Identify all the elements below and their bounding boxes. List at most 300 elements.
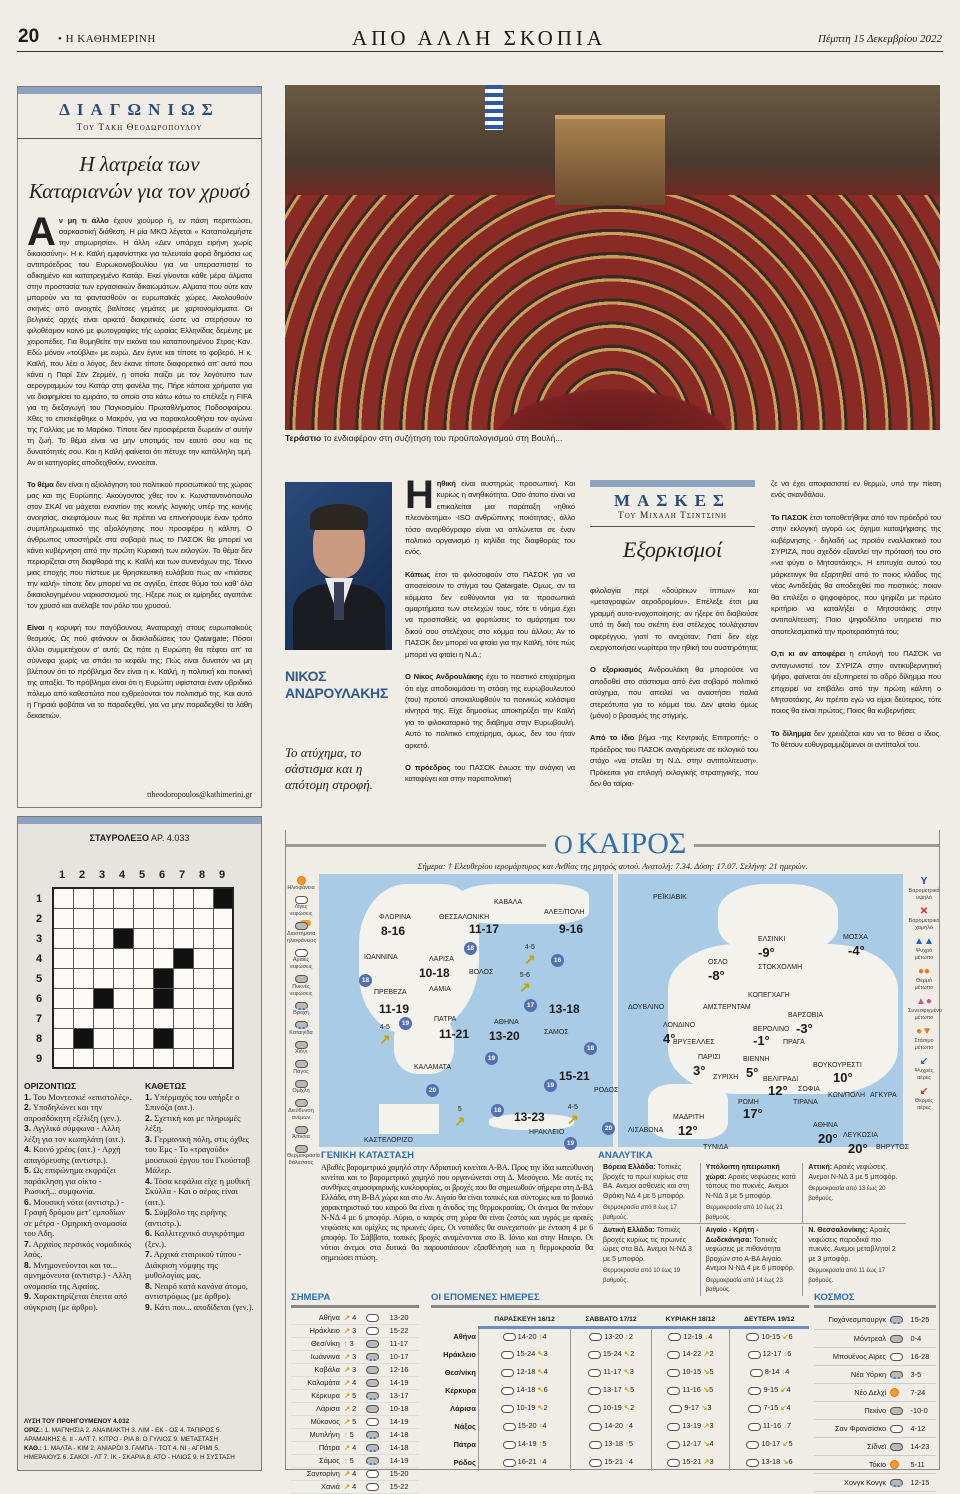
crossword-cell[interactable] (173, 1008, 193, 1028)
crossword-cell[interactable] (73, 1028, 93, 1048)
forecast-cell (651, 1327, 729, 1345)
crossword-cell[interactable] (73, 948, 93, 968)
map-city-label: ΛΑΡΙΣΑ (429, 956, 454, 963)
column-number: 3 (98, 869, 106, 881)
dense-clouds-icon (890, 1443, 903, 1451)
left-legend (287, 876, 320, 1171)
map-city-label: ΑΘΗΝΑ (813, 1122, 838, 1129)
wind-cell (342, 1350, 364, 1363)
map-temperature: -1° (753, 1033, 770, 1048)
map-city-label: ΚΑΒΑΛΑ (494, 899, 523, 906)
legend-label: Διαστήματα ηλιοφάνειας (287, 930, 317, 944)
temperature: 5-11 (910, 1459, 925, 1469)
wind-force: 3 (352, 1365, 357, 1374)
few-clouds-icon (748, 1351, 761, 1359)
few-clouds-icon (501, 1405, 514, 1413)
city-name: Κέρκυρα (311, 1391, 340, 1400)
crossword-cell[interactable] (153, 948, 173, 968)
wind-force: 3 (352, 1326, 357, 1335)
crossword-cell[interactable] (113, 888, 133, 908)
crossword-cell[interactable] (93, 928, 113, 948)
map-temperature: 3° (693, 1063, 706, 1078)
icon-cell (364, 1350, 387, 1363)
clue-number: 6. (24, 1196, 32, 1207)
analytic-item (701, 1226, 804, 1296)
map-city-label: ΑΜΣΤΕΡΝΤΑΜ (703, 1004, 751, 1011)
wind-cell (342, 1480, 364, 1493)
crossword-cell[interactable] (73, 1048, 93, 1068)
clue-number: 8. (145, 1280, 153, 1291)
greece-map (319, 874, 619, 1147)
legend-item (287, 1041, 315, 1056)
crossword-cell[interactable] (53, 988, 73, 1008)
wind-direction-icon: ↗ (343, 1326, 351, 1335)
crossword-cell[interactable] (73, 1008, 93, 1028)
stationary-front-icon: ●▼ (916, 1026, 932, 1037)
wind-force: 4 (785, 1367, 790, 1377)
column-number: 9 (218, 869, 226, 881)
fog-icon (295, 1080, 308, 1088)
temperature: 14-18 (389, 1443, 409, 1452)
map-temperature: 13-23 (514, 1110, 545, 1124)
lead-in: Είναι (27, 623, 45, 632)
clue-text: Αγγλικό σύμφωνο - Αλλη λέξη για τον κωπηλάτη (αιτ.). (24, 1123, 126, 1144)
few-clouds-icon (669, 1405, 682, 1413)
temperature: 15-24 (516, 1349, 536, 1359)
clue-text: Αρχικά εταιρικού τύπου - Διάκριση νύμφης της μυθολογίας μας. (145, 1249, 242, 1280)
crossword-cell[interactable] (113, 928, 133, 948)
legend-label: Ομίχλη (292, 1088, 310, 1095)
map-city-label: ΡΩΜΗ (738, 1099, 759, 1106)
crossword-cell[interactable] (93, 948, 113, 968)
few-clouds-icon (501, 1351, 514, 1359)
table-row (814, 1473, 936, 1491)
clue-item (24, 1197, 135, 1239)
crossword-cell[interactable] (173, 908, 193, 928)
icon-cell (364, 1389, 387, 1402)
forecast-cell (651, 1453, 729, 1471)
crossword-cell[interactable] (173, 888, 193, 908)
city-name: Σαν Φρανσίσκο (834, 1423, 887, 1433)
crossword-cell[interactable] (133, 888, 153, 908)
crossword-cell[interactable] (113, 968, 133, 988)
forecast-cell (478, 1417, 570, 1435)
map-city-label: ΟΣΛΟ (708, 959, 728, 966)
crossword-cell[interactable] (153, 908, 173, 928)
map-city-label: ΛΕΥΚΩΣΙΑ (843, 1132, 878, 1139)
wind-direction-icon: ↗ (343, 1404, 351, 1413)
crossword-cell[interactable] (173, 948, 193, 968)
clue-item (145, 1281, 256, 1302)
caption-lead: Τεράστιο (285, 433, 322, 443)
author-email[interactable]: ttheodoropoulos@kathimerini.gr (147, 790, 252, 799)
region-forecast: Τοπικές νεφώσεις με πιθανότητα βροχών στο Α-ΒΑ Αιγαίο. Ανεμοι Ν-ΝΔ 4 με 6 μποφόρ. (705, 1236, 795, 1272)
crossword-cell[interactable] (73, 888, 93, 908)
crossword-cell[interactable] (93, 1048, 113, 1068)
crossword-cell[interactable] (93, 908, 113, 928)
temperature: 12-19 (683, 1332, 703, 1342)
map-city-label: ΖΥΡΙΧΗ (713, 1074, 739, 1081)
crossword-cell[interactable] (213, 1048, 233, 1068)
crossword-cell[interactable] (193, 968, 213, 988)
legend-label: Ψυχρές αέρες (914, 1068, 934, 1081)
wind-direction-icon: ↓ (783, 1421, 788, 1431)
city-name: Γιοχάνεσμπουργκ (828, 1315, 887, 1325)
wind-direction-icon: ↑ (538, 1332, 543, 1342)
temperature: 10-17 (389, 1352, 409, 1361)
section-title: ΑΠΟ ΑΛΛΗ ΣΚΟΠΙΑ (352, 26, 607, 50)
temperature: 15-21 (682, 1457, 702, 1467)
crossword-cell[interactable] (73, 968, 93, 988)
lead-in: Το δίλημμα (771, 728, 811, 738)
temperature: 12-18 (516, 1367, 536, 1377)
temperature: 16-21 (517, 1457, 537, 1467)
icon-cell (888, 1473, 908, 1491)
wind-force: 3 (709, 1421, 714, 1431)
temperature: -10-0 (910, 1405, 928, 1415)
crossword-cell[interactable] (193, 988, 213, 1008)
solution-down: 1. ΜΑΛΤΑ - ΚΙΜ 2. ΑΝΙΑΡΟΙ 3. ΓΑΜΠΑ - ΤΟΤ 4. ΝΙ - ΑΓΡΙΜΙ 5. ΗΜΕΡΑΙΟΥΣ 6. ΣΑΚΟΙ - ΛΤ 7. ΙΚ - ΣΚΑΡΙΑ 8. ΑΤΟ - ΗΛΙΟΣ 9. Η ΣΥΣΤΑΣΗ (24, 1445, 235, 1461)
crossword-cell[interactable] (53, 968, 73, 988)
map-city-label: ΑΓΚΥΡΑ (870, 1092, 897, 1099)
icon-cell (888, 1401, 908, 1419)
world-rows (814, 1311, 936, 1492)
drop-cap: Α (27, 210, 56, 254)
paragraph: η επιλογή του ΠΑΣΟΚ να ανταγωνιστεί τον ΣΥΡΙΖΑ στην αντικυβερνητική ψήφο, φαίνεται ότι εξυπηρετεί το αδρό δίλημμα που επιχειρεί να επιβάλει από την πρώτη κάλπη ο Μητσοτάκης. Αν πρέπει εγώ να είμαι δεύτερος, τότε ποιος θα είναι πρώτος; Ποιος θα κυβερνήσει; (771, 649, 941, 716)
forecast-cell (651, 1363, 729, 1381)
map-temperature: -9° (758, 945, 775, 960)
crossword-cell[interactable] (113, 988, 133, 1008)
wind-cell (342, 1337, 364, 1350)
forecast-cell (651, 1417, 729, 1435)
wind-direction-icon: ↑ (343, 1456, 348, 1465)
column-number: 5 (138, 869, 146, 881)
crossword-cell[interactable] (213, 948, 233, 968)
map-city-label: ΚΑΣΤΕΛΟΡΙΖΟ (364, 1137, 413, 1144)
temperature: 10-18 (389, 1404, 409, 1413)
map-temperature: 12° (768, 1083, 788, 1098)
region-temperature: Θερμοκρασία από 13 έως 20 βαθμούς. (808, 1186, 886, 1202)
crossword-cell[interactable] (73, 908, 93, 928)
temperature: 13-18 (761, 1457, 781, 1467)
wind-force: 6 (543, 1385, 548, 1395)
icon-cell (364, 1402, 387, 1415)
sea-temperature: 19 (485, 1052, 498, 1065)
crossword-cell[interactable] (153, 1048, 173, 1068)
wind-force: 2 (628, 1332, 633, 1342)
table-row (431, 1453, 809, 1471)
few-clouds-icon (503, 1441, 516, 1449)
solution-across: 1. ΜΑΓΝΗΣΙΑ 2. ΑΝΑΙΜΑΚΤΗ 3. ΛΙΜ - ΕΚ - ΟΣ 4. ΤΑΠΙΡΟΣ 5. ΑΡΑΜΑΙΚΗΣ 6. ΙΙ - ΑΛΤ 7. ΚΙΤΡΟ - ΡΙΑ 8. Ο ΓΥΛΙΟΣ 9. ΜΕΤΑΣΤΑΣΗ (24, 1427, 222, 1443)
paragraph: φιλολογία περί «δούρειων ίππων» και «μεταγραφών αεροδρομίου». Επέλεξε έτσι μια γραμμή αυτο-ενοχοποίησης: αν ήξερε ότι διαβιούσε υπό τη δική του σκέπη ένα στέλεχος τουλάχιστον αφερέγγυο, γιατί το ανεχόταν; Γιατί δεν είχε ενεργοποιήσει νωρίτερα την ηθική του αυστηρότητα; (590, 586, 758, 653)
city-name: Νέο Δελχί (854, 1387, 887, 1397)
map-temperature: 10° (833, 1070, 853, 1085)
clue-item (24, 1123, 135, 1144)
temperature: 9-15 (763, 1385, 779, 1395)
few-clouds-icon (890, 1353, 903, 1361)
crossword-cell[interactable] (133, 1028, 153, 1048)
wind-direction-icon: ↑ (343, 1339, 348, 1348)
wind-force: 3 (543, 1349, 548, 1359)
day-header: ΔΕΥΤΕΡΑ 19/12 (730, 1314, 810, 1327)
maskes-col-3 (771, 478, 941, 810)
crossword-cell[interactable] (213, 1028, 233, 1048)
wind-direction-icon: ↘ (703, 1439, 710, 1449)
few-clouds-icon (588, 1387, 601, 1395)
city-name: Ηράκλειο (309, 1326, 340, 1335)
region-name: Βόρεια Ελλάδα: (603, 1164, 656, 1171)
crossword-cell[interactable] (133, 948, 153, 968)
region-temperature: Θερμοκρασία από 10 έως 21 βαθμούς. (705, 1205, 783, 1221)
next-days-rows (431, 1314, 809, 1471)
crossword-cell[interactable] (53, 1028, 73, 1048)
wind-direction-icon: ↗ (343, 1378, 351, 1387)
wind-direction-icon: ↑ (538, 1457, 543, 1467)
crossword-cell[interactable] (93, 1008, 113, 1028)
legend-item (908, 996, 940, 1022)
crossword-cell[interactable] (213, 908, 233, 928)
temperature: 13-17 (389, 1391, 409, 1400)
table-row (814, 1311, 936, 1329)
region-name: Αιγαίο - Κρήτη - Δωδεκάνησα: (705, 1227, 759, 1244)
forecast-cell (478, 1363, 570, 1381)
temperature: 11-16 (762, 1421, 782, 1431)
crossword-cell[interactable] (213, 928, 233, 948)
crossword-cell[interactable] (213, 968, 233, 988)
icon-cell (888, 1311, 908, 1329)
crossword-cell[interactable] (193, 1028, 213, 1048)
crossword-cell[interactable] (193, 928, 213, 948)
city-name: Θεσ/νίκη (444, 1367, 476, 1377)
legend-item (287, 949, 315, 971)
previous-solution (24, 1417, 256, 1462)
wind-force: 2 (352, 1404, 357, 1413)
crossword-cell[interactable] (173, 1028, 193, 1048)
crossword-cell[interactable] (93, 988, 113, 1008)
temperature: 14-18 (389, 1430, 409, 1439)
crossword-cell[interactable] (113, 908, 133, 928)
clue-item (24, 1102, 135, 1123)
map-temperature: 8-16 (381, 924, 406, 938)
map-temperature: 11-21 (439, 1027, 470, 1041)
legend-label: Θερμές αέρες (914, 1098, 934, 1111)
crossword-cell[interactable] (53, 888, 73, 908)
map-city-label: ΛΙΣΑΒΩΝΑ (628, 1127, 664, 1134)
sea-temperature: 19 (399, 1017, 412, 1030)
crossword-cell[interactable] (193, 948, 213, 968)
temperature: 14-19 (389, 1378, 409, 1387)
crossword-cell[interactable] (213, 1008, 233, 1028)
crossword-cell[interactable] (73, 988, 93, 1008)
rain-icon (366, 1392, 379, 1400)
crossword-cell[interactable] (133, 988, 153, 1008)
crossword-cell[interactable] (173, 1048, 193, 1068)
crossword-cell[interactable] (133, 1008, 153, 1028)
wind-direction-icon: ↑ (625, 1457, 629, 1467)
forecast-cell (478, 1381, 570, 1399)
forecast-cell (651, 1399, 729, 1417)
crossword-cell[interactable] (53, 948, 73, 968)
column-title: ΜΑΣΚΕΣ (613, 491, 732, 510)
map-city-label: ΦΛΩΡΙΝΑ (379, 914, 411, 921)
temperature: 15-22 (389, 1326, 409, 1335)
sea-temp-icon (295, 1145, 308, 1153)
solution-label: ΚΑΘ.: (24, 1445, 42, 1452)
forecast-cell (730, 1453, 810, 1471)
temperature: 12-17 (682, 1439, 702, 1449)
clue-number: 4. (145, 1175, 153, 1186)
wind-cell (342, 1402, 364, 1415)
column-bar (18, 817, 261, 824)
map-city-label: ΜΟΣΧΑ (843, 934, 868, 941)
crossword-cell[interactable] (133, 928, 153, 948)
forecast-cell (571, 1327, 652, 1345)
few-clouds-icon (503, 1459, 516, 1467)
clue-item (24, 1239, 135, 1260)
region-name: Δυτική Ελλάδα: (603, 1227, 655, 1234)
day-header: ΠΑΡΑΣΚΕΥΗ 16/12 (478, 1314, 570, 1327)
crossword-cell[interactable] (193, 1008, 213, 1028)
lead-in: Το θέμα (27, 480, 54, 489)
map-city-label: ΕΛΣΙΝΚΙ (758, 936, 786, 943)
legend-label: Θερμό μέτωπο (914, 978, 934, 991)
today-title: ΣΗΜΕΡΑ (291, 1292, 419, 1308)
map-city-label: ΒΡΥΞΕΛΛΕΣ (673, 1039, 715, 1046)
crossword-cell[interactable] (133, 908, 153, 928)
table-row (814, 1401, 936, 1419)
wind-direction-icon: ↖ (623, 1349, 631, 1359)
crossword-cell[interactable] (213, 888, 233, 908)
crossword-cell[interactable] (153, 988, 173, 1008)
crossword-cell[interactable] (53, 1008, 73, 1028)
warm-front-icon: ●● (917, 966, 931, 977)
crossword-cell[interactable] (193, 908, 213, 928)
crossword-cell[interactable] (173, 988, 193, 1008)
map-city-label: ΤΙΡΑΝΑ (793, 1099, 818, 1106)
map-city-label: ΡΟΔΟΣ (594, 1087, 619, 1094)
wind-arrow (524, 944, 536, 967)
clue-item (24, 1165, 135, 1197)
occluded-front-icon: ▲● (916, 996, 932, 1007)
analytic-grid (598, 1163, 906, 1296)
wind-direction-icon: ↖ (537, 1349, 544, 1359)
legend-label: Διεύθυνση ανέμων (288, 1107, 314, 1121)
few-clouds-icon (667, 1369, 680, 1377)
crossword-cell[interactable] (113, 948, 133, 968)
temperature: 10-15 (761, 1332, 781, 1342)
forecast-cell (651, 1435, 729, 1453)
city-name: Νάξος (454, 1421, 476, 1431)
wind-cell (342, 1389, 364, 1402)
map-temperature: 11-17 (469, 922, 500, 936)
days-header (431, 1314, 809, 1327)
few-clouds-icon (589, 1441, 602, 1449)
maskes-col-2 (590, 585, 758, 810)
few-clouds-icon (588, 1351, 601, 1359)
portrait-hair (310, 504, 368, 530)
few-clouds-icon (366, 1314, 379, 1322)
few-clouds-icon (589, 1333, 602, 1341)
city-name: Σαντορίνη (306, 1469, 340, 1478)
crossword-cell[interactable] (153, 1028, 173, 1048)
paragraph: βήμα -της Κεντρικής Επιτροπής- ο πρόεδρος του ΠΑΣΟΚ αναγόρευσε σε εκλογικό του στόχο «να στείλει τη Ν.Δ. στην αντιπολίτευση». Πρόκειται για επιλογή εκλογικής στρατηγικής, που δεν θα ταίρια- (590, 733, 758, 789)
crossword-cell[interactable] (213, 988, 233, 1008)
sparse-clouds-icon (295, 949, 308, 957)
crossword-cell[interactable] (53, 1048, 73, 1068)
wind-force: 4 (352, 1469, 357, 1478)
legend-item (287, 896, 315, 918)
temperature: 13-18 (604, 1439, 624, 1449)
crossword-cell[interactable] (133, 1048, 153, 1068)
crossword-cell[interactable] (193, 888, 213, 908)
down-clues (145, 1081, 256, 1312)
clue-item (145, 1249, 256, 1281)
few-clouds-icon (748, 1387, 761, 1395)
crossword-cell[interactable] (153, 888, 173, 908)
crossword-cell[interactable] (73, 928, 93, 948)
crossword-cell[interactable] (113, 1028, 133, 1048)
day-header: ΣΑΒΒΑΤΟ 17/12 (571, 1314, 652, 1327)
crossword-cell[interactable] (93, 888, 113, 908)
crossword-cell[interactable] (93, 968, 113, 988)
sea-temperature: 18 (491, 1104, 504, 1117)
rain-icon (890, 1479, 903, 1487)
temperature: 13-19 (682, 1421, 702, 1431)
crossword-cell[interactable] (153, 928, 173, 948)
wind-force: 5-6 (519, 972, 530, 979)
city-name: Πεκίνο (864, 1405, 887, 1415)
legend-label: Πυκνές νεφώσεις (289, 983, 313, 997)
clue-number: 8. (24, 1259, 32, 1270)
wind-direction-icon: ↗ (703, 1349, 710, 1359)
region-forecast: Αραιές νεφώσεις κατά τόπους πιο πυκνές. Ανεμοι Ν-ΝΔ 3 με 5 μποφόρ. (705, 1173, 796, 1200)
paragraph: έχει το πειστικό επιχείρημα ότι είχε αποδοκιμάσει τη στάση της ευρωβουλευτού (του) προτού αποκαλυφθούν τα ποινικώς κολάσιμα κίνητρά της. Είχε δημοσίως αποκηρύξει την Καϊλή για το φιλοκαταρικό της διάβημα στην Ευρωβουλή. Αυτό το πολιτικό επιχείρημα, όμως, δεν του ήταν αρκετό. (405, 672, 575, 750)
few-clouds-icon (667, 1351, 680, 1359)
legend-label: Στάσιμο μέτωπο (914, 1038, 934, 1051)
icon-cell (364, 1441, 387, 1454)
temperature: 12-17 (762, 1349, 782, 1359)
crossword-cell[interactable] (153, 1008, 173, 1028)
crossword-cell[interactable] (113, 1008, 133, 1028)
wind-force: 5 (457, 1106, 462, 1113)
wind-direction-icon: ↗ (343, 1352, 351, 1361)
table-row (431, 1435, 809, 1453)
few-clouds-icon (667, 1459, 680, 1467)
forecast-cell (478, 1345, 570, 1363)
sea-temperature: 18 (584, 1042, 597, 1055)
crossword-cell[interactable] (53, 908, 73, 928)
wind-force: 5 (349, 1430, 354, 1439)
crossword-cell[interactable] (173, 968, 193, 988)
wind-direction-icon: ↖ (537, 1367, 544, 1377)
crossword-cell[interactable] (153, 968, 173, 988)
crossword-cell[interactable] (133, 968, 153, 988)
paragraph: δεν χρειάζεται καν να το θέσει ο ίδιος. Το θέτουν ευθυγραμμιζόμενοι οι αντίπαλοί του. (771, 728, 941, 750)
crossword-cell[interactable] (193, 1048, 213, 1068)
few-clouds-icon (295, 896, 308, 904)
wind-force: 4 (786, 1385, 791, 1395)
crossword-cell[interactable] (113, 1048, 133, 1068)
sun-icon (890, 1388, 899, 1397)
clue-text: Ως επιφώνημα εκφράζει παράκληση για οίκτο - Ρωσική... συμφωνία. (24, 1165, 116, 1196)
crossword-cell[interactable] (53, 928, 73, 948)
icon-cell (364, 1376, 387, 1389)
crossword-cell[interactable] (93, 1028, 113, 1048)
clue-text: Σύμβολο της ειρήνης (αντιστρ.). (145, 1207, 227, 1228)
crossword-cell[interactable] (173, 928, 193, 948)
city-name: Χανιά (321, 1482, 340, 1491)
wind-force: 4 (786, 1403, 791, 1413)
